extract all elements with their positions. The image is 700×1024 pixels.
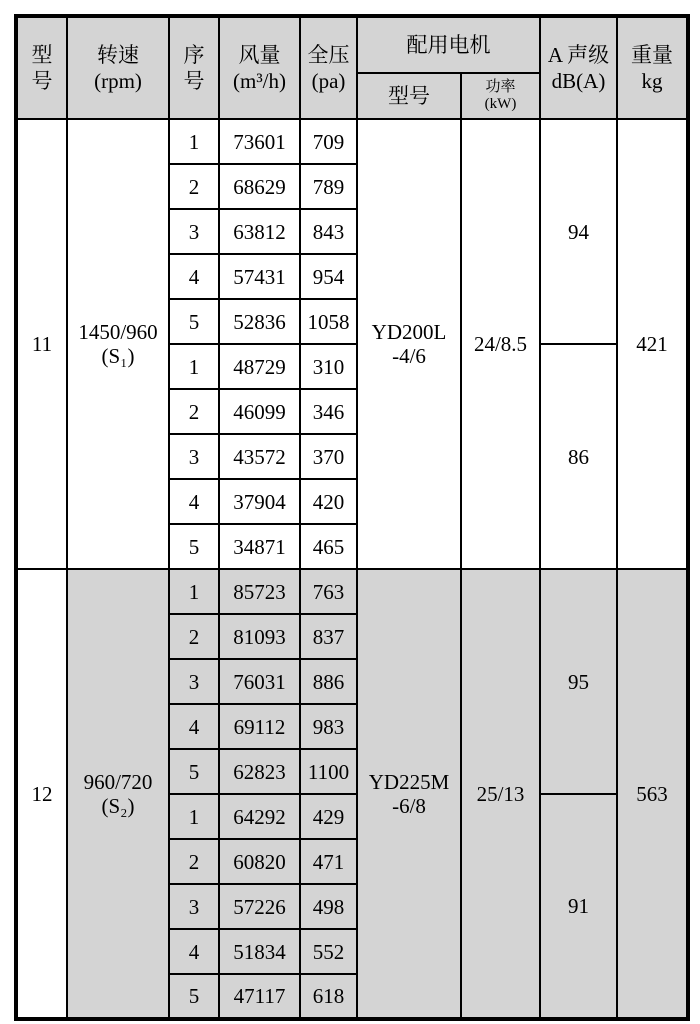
pressure-cell: 498 (300, 884, 357, 929)
speed-cell (67, 119, 169, 569)
pressure-cell: 1100 (300, 749, 357, 794)
header-weight-unit: kg (641, 69, 663, 93)
seq-cell: 4 (169, 479, 219, 524)
header-pressure-label: 全压 (307, 43, 350, 67)
flow-cell: 64292 (219, 794, 300, 839)
fan-spec-table (14, 14, 690, 1021)
motor-model-line1: YD200L (371, 320, 447, 344)
seq-cell: 1 (169, 794, 219, 839)
seq-cell: 2 (169, 839, 219, 884)
seq-cell: 3 (169, 659, 219, 704)
weight-cell: 421 (617, 119, 688, 569)
header-flow (219, 16, 300, 119)
header-speed-label: 转速 (97, 43, 139, 67)
pressure-cell: 370 (300, 434, 357, 479)
header-pressure (300, 16, 357, 119)
seq-cell: 2 (169, 389, 219, 434)
sound-cell-low: 91 (540, 794, 617, 1019)
header-motor-group: 配用电机 (357, 16, 540, 73)
pressure-cell: 429 (300, 794, 357, 839)
pressure-cell: 1058 (300, 299, 357, 344)
flow-cell: 47117 (219, 974, 300, 1019)
header-speed (67, 16, 169, 119)
flow-cell: 76031 (219, 659, 300, 704)
seq-cell: 3 (169, 884, 219, 929)
seq-cell: 1 (169, 119, 219, 164)
flow-cell: 85723 (219, 569, 300, 614)
header-sound-unit: dB(A) (551, 69, 606, 93)
header-model-line2: 号 (31, 69, 53, 93)
weight-cell: 563 (617, 569, 688, 1019)
header-model-line1: 型 (31, 43, 53, 67)
seq-cell: 4 (169, 929, 219, 974)
model-cell: 11 (16, 119, 67, 569)
seq-cell: 1 (169, 569, 219, 614)
pressure-cell: 552 (300, 929, 357, 974)
flow-cell: 46099 (219, 389, 300, 434)
header-model (16, 16, 67, 119)
pressure-cell: 837 (300, 614, 357, 659)
flow-cell: 69112 (219, 704, 300, 749)
motor-power-cell: 25/13 (461, 569, 540, 1019)
motor-model-line1: YD225M (368, 769, 450, 794)
speed-value: 960/720 (83, 769, 153, 794)
header-seq-line1: 序 (183, 43, 205, 67)
speed-variant: (S₂) (101, 793, 135, 818)
pressure-cell: 471 (300, 839, 357, 884)
header-motor-power-unit: (kW) (484, 96, 517, 112)
motor-power-cell: 24/8.5 (461, 119, 540, 569)
header-sound (540, 16, 617, 119)
seq-cell: 2 (169, 614, 219, 659)
header-motor-model: 型号 (357, 73, 461, 119)
seq-cell: 3 (169, 434, 219, 479)
speed-variant: (S₁) (101, 344, 135, 368)
sound-cell-low: 86 (540, 344, 617, 569)
seq-cell: 4 (169, 254, 219, 299)
header-speed-unit: (rpm) (94, 69, 142, 93)
pressure-cell: 346 (300, 389, 357, 434)
flow-cell: 51834 (219, 929, 300, 974)
motor-model-cell (357, 119, 461, 569)
seq-cell: 2 (169, 164, 219, 209)
pressure-cell: 843 (300, 209, 357, 254)
seq-cell: 4 (169, 704, 219, 749)
flow-cell: 37904 (219, 479, 300, 524)
motor-model-cell (357, 569, 461, 1019)
flow-cell: 34871 (219, 524, 300, 569)
model-cell: 12 (16, 569, 67, 1019)
flow-cell: 81093 (219, 614, 300, 659)
pressure-cell: 954 (300, 254, 357, 299)
header-flow-label: 风量 (238, 43, 281, 67)
flow-cell: 48729 (219, 344, 300, 389)
seq-cell: 5 (169, 524, 219, 569)
motor-model-line2: -4/6 (392, 344, 426, 368)
flow-cell: 63812 (219, 209, 300, 254)
header-sound-label: A 声级 (547, 43, 610, 67)
seq-cell: 5 (169, 974, 219, 1019)
motor-model-line2: -6/8 (392, 793, 426, 818)
header-pressure-unit: (pa) (311, 69, 346, 93)
pressure-cell: 420 (300, 479, 357, 524)
pressure-cell: 763 (300, 569, 357, 614)
pressure-cell: 310 (300, 344, 357, 389)
pressure-cell: 789 (300, 164, 357, 209)
flow-cell: 52836 (219, 299, 300, 344)
flow-cell: 68629 (219, 164, 300, 209)
flow-cell: 62823 (219, 749, 300, 794)
sound-cell-high: 94 (540, 119, 617, 344)
flow-cell: 57226 (219, 884, 300, 929)
speed-value: 1450/960 (78, 320, 158, 344)
sound-cell-high: 95 (540, 569, 617, 794)
header-weight (617, 16, 688, 119)
speed-cell (67, 569, 169, 1019)
pressure-cell: 618 (300, 974, 357, 1019)
flow-cell: 73601 (219, 119, 300, 164)
pressure-cell: 886 (300, 659, 357, 704)
seq-cell: 5 (169, 749, 219, 794)
seq-cell: 3 (169, 209, 219, 254)
flow-cell: 57431 (219, 254, 300, 299)
header-motor-power-label: 功率 (485, 79, 516, 95)
header-weight-label: 重量 (631, 43, 673, 67)
pressure-cell: 983 (300, 704, 357, 749)
header-seq-line2: 号 (183, 69, 205, 93)
flow-cell: 60820 (219, 839, 300, 884)
pressure-cell: 465 (300, 524, 357, 569)
flow-cell: 43572 (219, 434, 300, 479)
header-motor-power (461, 73, 540, 119)
seq-cell: 1 (169, 344, 219, 389)
pressure-cell: 709 (300, 119, 357, 164)
header-flow-unit: (m³/h) (233, 69, 286, 93)
header-seq (169, 16, 219, 119)
seq-cell: 5 (169, 299, 219, 344)
